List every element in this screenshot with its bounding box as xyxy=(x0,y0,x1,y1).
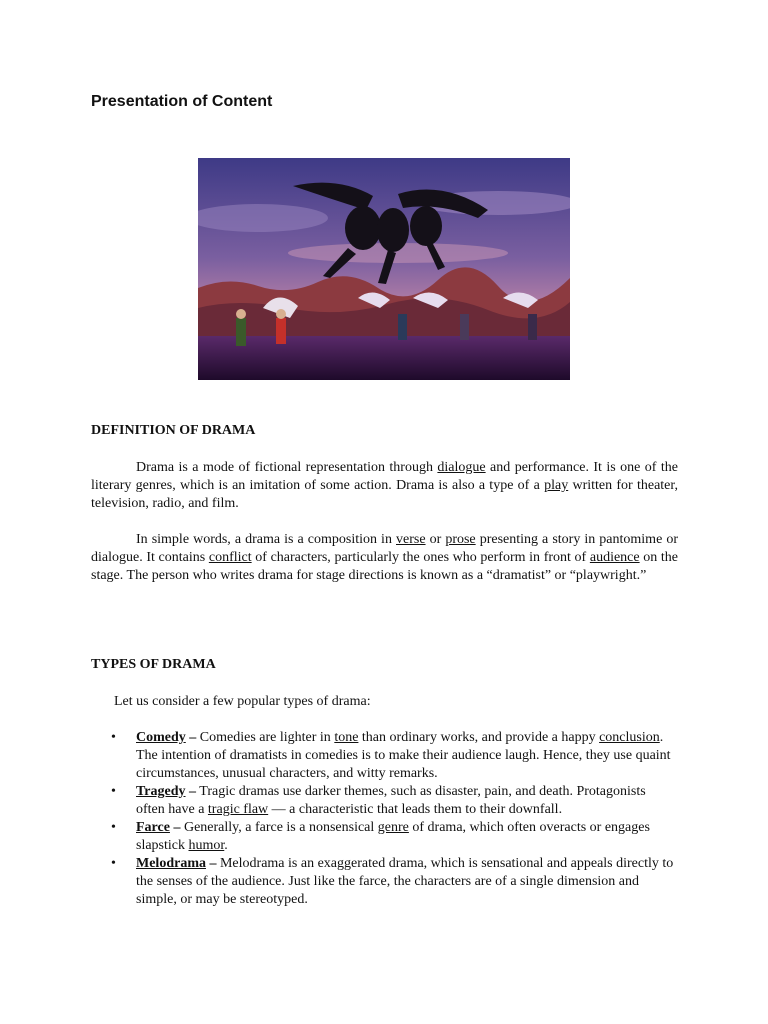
link-conflict[interactable]: conflict xyxy=(208,550,252,565)
list-item-melodrama: • Melodrama – Melodrama is an exaggerated drama, which is sensational and appeals directly to the senses of the audience. Just like the farce, the characters are of a single dimension and simple, or may be stereotyped. xyxy=(136,855,676,909)
section-heading-types: TYPES OF DRAMA xyxy=(91,657,216,672)
link-genre[interactable]: genre xyxy=(377,820,409,835)
stage-performance-photo xyxy=(198,158,570,380)
link-conclusion[interactable]: conclusion xyxy=(599,730,660,745)
types-intro: Let us consider a few popular types of drama: xyxy=(114,694,371,709)
link-comedy[interactable]: Comedy xyxy=(136,730,186,745)
link-dialogue[interactable]: dialogue xyxy=(437,460,486,475)
list-item-farce: • Farce – Generally, a farce is a nonsensical genre of drama, which often overacts or engages slapstick humor. xyxy=(136,819,676,855)
link-tone[interactable]: tone xyxy=(334,730,359,745)
link-tragedy[interactable]: Tragedy xyxy=(136,784,186,799)
page-title: Presentation of Content xyxy=(91,93,273,110)
link-prose[interactable]: prose xyxy=(445,532,476,547)
link-melodrama[interactable]: Melodrama xyxy=(136,856,206,871)
drama-types-list xyxy=(136,729,676,909)
definition-paragraph-1: Drama is a mode of fictional representation through dialogue and performance. It is one of the literary genres, which is an imitation of some action. Drama is also a type of a play written for theater, television, radio, and film. xyxy=(91,460,678,511)
definition-paragraph-2: In simple words, a drama is a composition in verse or prose presenting a story in pantomime or dialogue. It contains conflict of characters, particularly the ones who perform in front of audience on the stage. The person who writes drama for stage directions is known as a “dramatist” or “playwright.” xyxy=(91,532,678,583)
link-tragic-flaw[interactable]: tragic flaw xyxy=(207,802,269,817)
list-item-tragedy: • Tragedy – Tragic dramas use darker themes, such as disaster, pain, and death. Protagonists often have a tragic flaw — a characteristic that leads them to their downfall. xyxy=(136,783,676,819)
link-audience[interactable]: audience xyxy=(589,550,640,565)
link-play[interactable]: play xyxy=(544,478,569,493)
link-farce[interactable]: Farce xyxy=(136,820,170,835)
section-heading-definition: DEFINITION OF DRAMA xyxy=(91,423,256,438)
list-item-comedy: • Comedy – Comedies are lighter in tone than ordinary works, and provide a happy conclusion. The intention of dramatists in comedies is to make their audience laugh. Hence, they use quaint circumstances, unusual characters, and witty remarks. xyxy=(136,729,676,783)
link-verse[interactable]: verse xyxy=(396,532,426,547)
link-humor[interactable]: humor xyxy=(188,838,225,853)
